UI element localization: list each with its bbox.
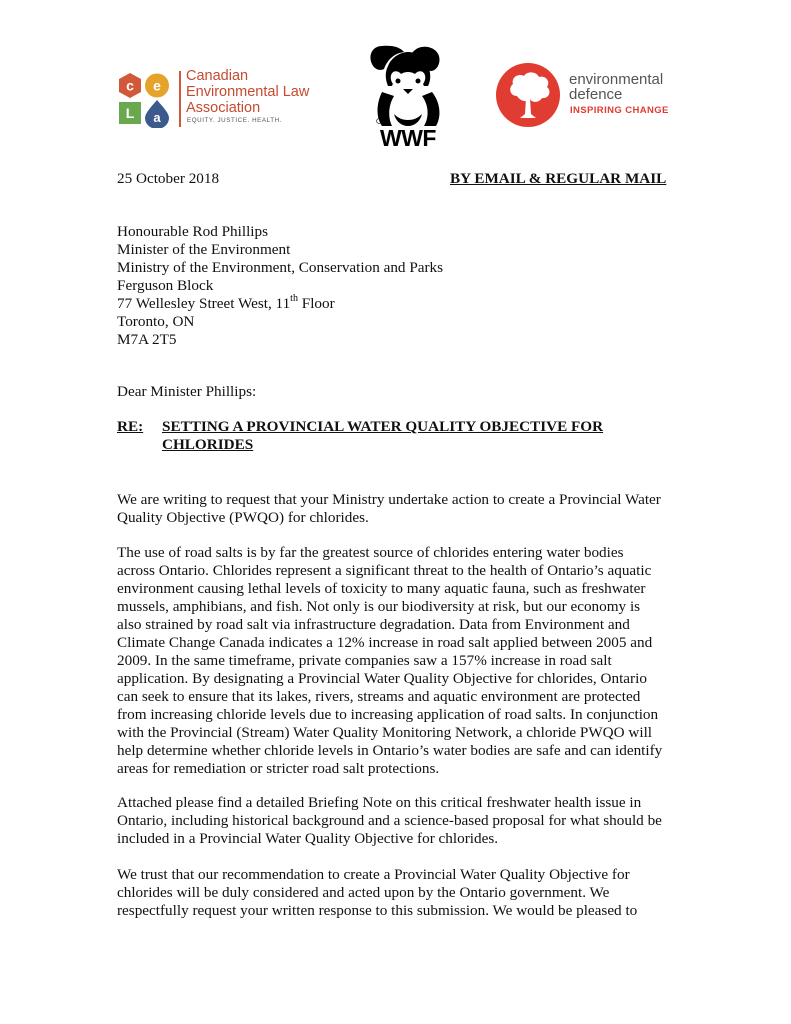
paragraph-line: Ontario, including historical background and a science-based proposal for what should be [117,812,662,829]
paragraph-line: from increasing chloride levels due to increasing application of road salts. In conjunction [117,706,659,723]
paragraph-line: chlorides will be duly considered and acted upon by the Ontario government. We [117,884,610,901]
paragraph-line: 2009. In the same timeframe, private companies saw a 157% increase in road salt [117,652,612,669]
environmental-defence-tagline: INSPIRING CHANGE [570,105,669,116]
paragraph-line: can seek to ensure that its lakes, rivers, streams and aquatic environment are protected [117,688,641,705]
cela-name-line: Environmental Law [186,84,310,100]
recipient-city: Toronto, ON [117,313,195,330]
paragraph-line: Climate Change Canada indicates a 12% increase in road salt applied between 2005 and [117,634,653,651]
paragraph-line: application. By designating a Provincial Water Quality Objective for chlorides, Ontario [117,670,647,687]
cela-tagline: EQUITY. JUSTICE. HEALTH. [187,117,282,124]
paragraph-line: with the Provincial (Stream) Water Quality Monitoring Network, a chloride PWQO will [117,724,653,741]
cela-name-line: Association [186,100,261,116]
delivery-method: BY EMAIL & REGULAR MAIL [450,170,667,187]
paragraph-line: environment causing lethal levels of toxicity to many aquatic fauna, such as freshwater [117,580,646,597]
paragraph-line: help determine whether chloride levels in Ontario’s water bodies are safe and can identify [117,742,663,759]
environmental-defence-logo [495,62,685,128]
letter-date: 25 October 2018 [117,170,220,187]
paragraph-line: areas for remediation or stricter road salt protections. [117,760,440,777]
cela-letter-e: e [153,77,161,94]
paragraph-road-salts [117,544,662,778]
cela-letter-c: c [126,77,134,94]
recipient-ministry: Ministry of the Environment, Conservation and Parks [117,259,444,276]
recipient-building: Ferguson Block [117,277,214,294]
paragraph-line: also strained by road salt via infrastructure degradation. Data from Environment and [117,616,630,633]
recipient-address [117,223,443,349]
paragraph-line: across Ontario. Chlorides represent a significant threat to the health of Ontario’s aquatic [117,562,652,579]
ed-name-line: environmental [569,71,664,88]
tree-icon [495,62,561,128]
paragraph-line: mussels, amphibians, and fish. Not only is our biodiversity at risk, but our economy is [117,598,641,615]
recipient-title: Minister of the Environment [117,241,291,258]
environmental-defence-name [569,72,663,102]
paragraph-briefing-note [117,794,662,848]
street-text: 77 Wellesley Street West, 11 [117,295,291,312]
recipient-street [117,292,443,313]
paragraph-request [117,491,661,527]
street-floor: Floor [297,295,335,312]
re-subject [162,418,603,454]
re-subject-line: CHLORIDES [162,436,254,453]
recipient-name: Honourable Rod Phillips [117,223,269,240]
paragraph-line: Quality Objective (PWQO) for chlorides. [117,509,369,526]
cela-divider [179,71,181,127]
paragraph-closing [117,866,637,920]
wwf-wordmark: WWF [380,125,436,151]
paragraph-line: The use of road salts is by far the greatest source of chlorides entering water bodies [117,544,624,561]
paragraph-line: We are writing to request that your Ministry undertake action to create a Provincial Water [117,491,661,508]
cela-icon-grid [116,72,172,128]
ed-name-line: defence [569,86,623,103]
paragraph-line: Attached please find a detailed Briefing Note on this critical freshwater health issue in [117,794,642,811]
cela-name-line: Canadian [186,68,249,84]
street-ordinal: th [290,292,298,304]
paragraph-line: respectfully request your written response to this submission. We would be pleased to [117,902,638,919]
recipient-postal: M7A 2T5 [117,331,177,348]
salutation: Dear Minister Phillips: [117,383,257,400]
paragraph-line: included in a Provincial Water Quality Objective for chlorides. [117,830,499,847]
re-label: RE: [117,418,144,435]
paragraph-line: We trust that our recommendation to create a Provincial Water Quality Objective for [117,866,630,883]
cela-name [186,68,309,116]
cela-letter-l: L [125,105,135,121]
re-subject-line: SETTING A PROVINCIAL WATER QUALITY OBJECTIVE FOR [162,418,604,435]
cela-logo [116,66,326,132]
cela-letter-a: a [153,110,161,125]
